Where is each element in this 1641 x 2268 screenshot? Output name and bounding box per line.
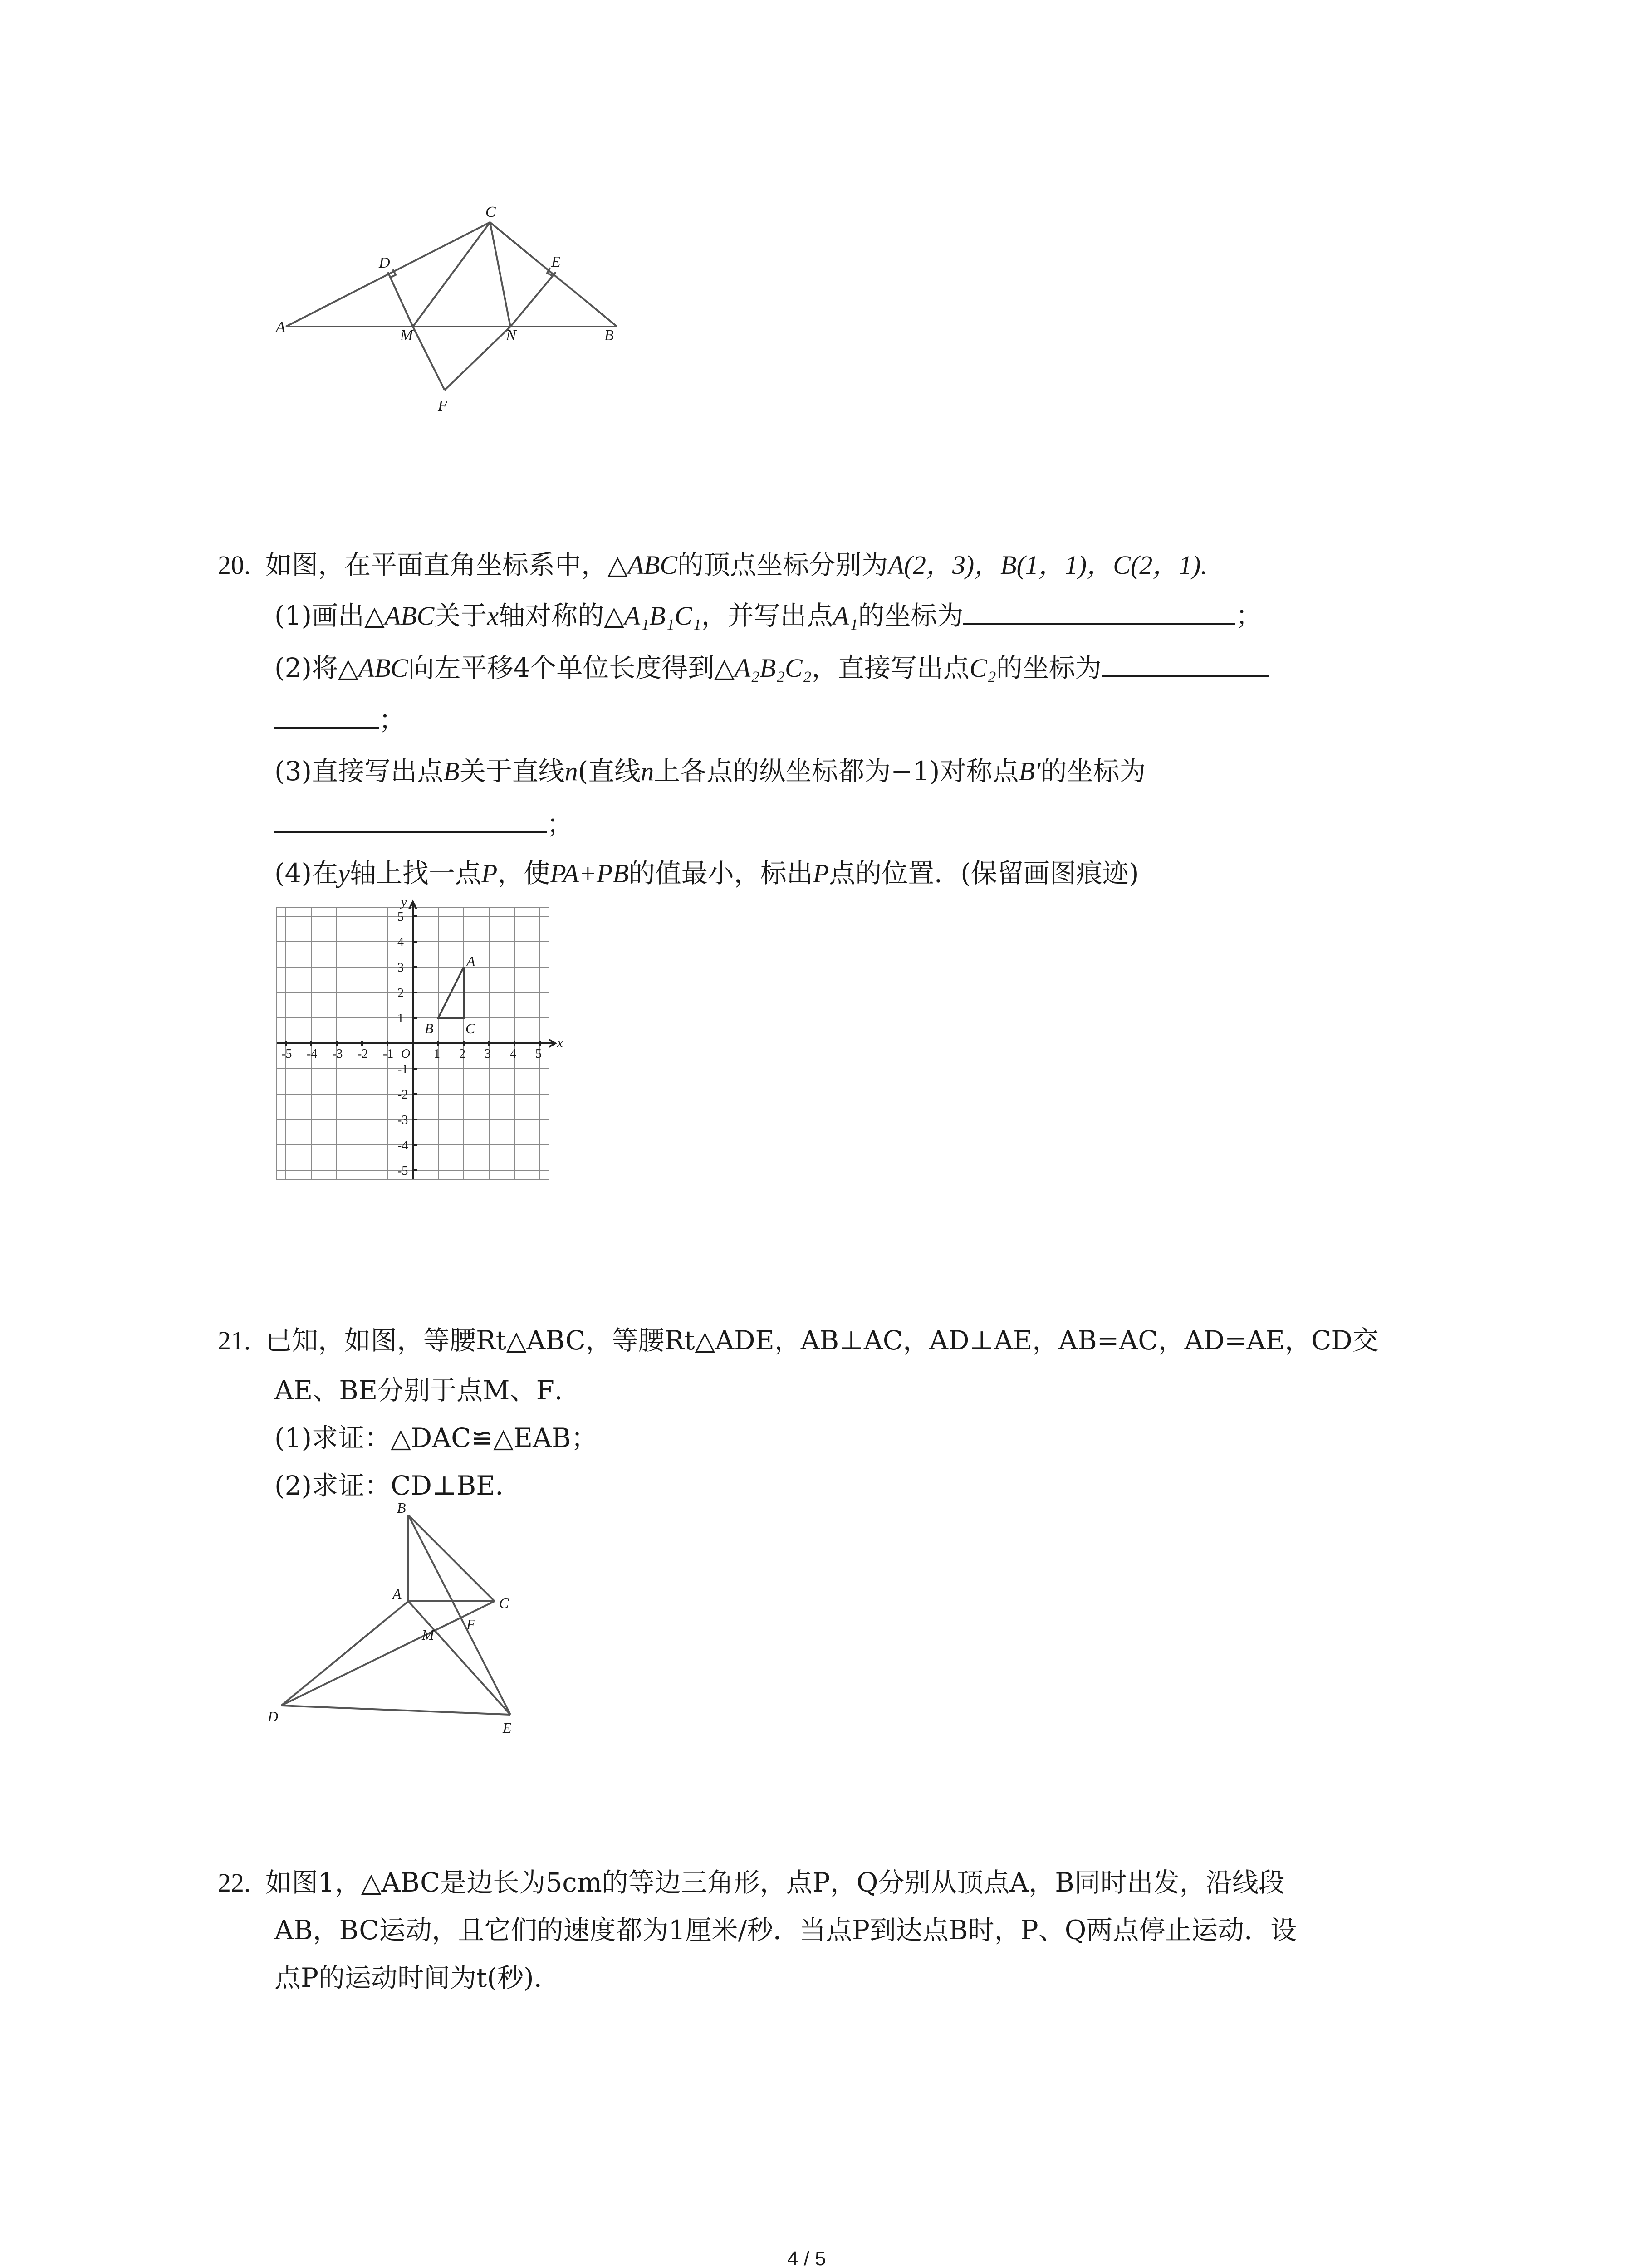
q20-part1: (1)画出△ABC关于x轴对称的△A₁B₁C₁，并写出点A₁的坐标为 ； [274, 596, 1262, 634]
x-tick-label: -5 [281, 1047, 292, 1061]
y-tick-label: 4 [397, 935, 404, 949]
label-C: C [499, 1595, 509, 1611]
q20-part3: (3)直接写出点B关于直线n(直线n上各点的纵坐标都为−1)对称点B′的坐标为 [274, 756, 1146, 787]
figure-19-diagram [254, 200, 653, 426]
label-M: M [400, 327, 413, 344]
label-F: F [438, 397, 447, 414]
axes [277, 902, 555, 1179]
point-label-A: A [466, 953, 475, 969]
q20-part3-cont: ； [274, 805, 573, 842]
q20-answer-blank-1[interactable] [963, 596, 1235, 625]
y-tick-label: 2 [397, 986, 404, 1000]
q20-answer-blank-2a[interactable] [1102, 649, 1269, 677]
q20-answer-blank-2b[interactable] [274, 701, 379, 729]
y-tick-label: -1 [397, 1062, 408, 1076]
y-tick-label: -2 [397, 1088, 408, 1102]
label-F: F [466, 1616, 475, 1633]
label-A: A [276, 319, 285, 336]
y-axis-label: y [401, 895, 407, 909]
point-label-C: C [465, 1020, 475, 1036]
x-tick-label: 4 [510, 1047, 516, 1061]
q21-line1: 21. 已知，如图，等腰Rt△ABC，等腰Rt△ADE，AB⊥AC，AD⊥AE，AB=AC，AD=AE，CD交 [218, 1325, 1379, 1356]
x-tick-label: 1 [434, 1047, 440, 1061]
q22-line3: 点P的运动时间为t(秒)． [274, 1962, 560, 1993]
q20-intro: 20. 如图，在平面直角坐标系中，△ABC的顶点坐标分别为A(2，3)，B(1，1)，C(2，1). [218, 549, 1208, 580]
x-tick-label: -1 [383, 1047, 394, 1061]
origin-label: O [401, 1047, 411, 1061]
q20-coordinate-grid [254, 889, 572, 1188]
q22-line1: 22. 如图1，△ABC是边长为5cm的等边三角形，点P，Q分别从顶点A，B同时出发，沿线段 [218, 1867, 1285, 1898]
point-label-B: B [425, 1020, 434, 1036]
x-tick-label: -2 [358, 1047, 368, 1061]
q20-part4: (4)在y轴上找一点P，使PA+PB的值最小，标出P点的位置．(保留画图痕迹) [274, 858, 1139, 889]
q20-part2-cont: ； [274, 701, 405, 738]
q22-line2: AB，BC运动，且它们的速度都为1厘米/秒．当点P到达点B时，P、Q两点停止运动．设 [274, 1915, 1297, 1945]
q21-figure [254, 1501, 599, 1755]
label-B: B [397, 1501, 406, 1516]
x-tick-label: -3 [332, 1047, 343, 1061]
label-B: B [604, 327, 614, 344]
x-tick-label: 2 [459, 1047, 465, 1061]
x-tick-label: 5 [535, 1047, 542, 1061]
y-tick-label: 1 [397, 1012, 404, 1026]
label-C: C [485, 204, 496, 220]
q21-line2: AE、BE分别于点M、F． [274, 1375, 581, 1406]
label-D: D [268, 1708, 279, 1725]
label-D: D [379, 254, 390, 271]
q21-part2: (2)求证：CD⊥BE． [274, 1470, 522, 1501]
y-tick-label: -4 [397, 1139, 408, 1153]
label-A: A [392, 1586, 402, 1602]
y-tick-label: -5 [397, 1164, 408, 1178]
page-number: 4 / 5 [787, 2248, 826, 2268]
label-N: N [506, 327, 516, 344]
x-tick-label: -4 [307, 1047, 318, 1061]
y-tick-label: -3 [397, 1113, 408, 1127]
label-E: E [551, 254, 561, 270]
tick-labels [281, 895, 563, 1178]
q20-answer-blank-3[interactable] [274, 805, 547, 833]
q20-part2: (2)将△ABC向左平移4个单位长度得到△A₂B₂C₂，直接写出点C₂的坐标为 [274, 649, 1269, 686]
x-tick-label: 3 [485, 1047, 491, 1061]
y-tick-label: 3 [397, 961, 404, 975]
q21-part1: (1)求证：△DAC≌△EAB； [274, 1422, 598, 1453]
x-axis-label: x [557, 1036, 563, 1050]
y-tick-label: 5 [397, 910, 404, 924]
label-M: M [422, 1627, 434, 1643]
label-E: E [503, 1720, 512, 1736]
